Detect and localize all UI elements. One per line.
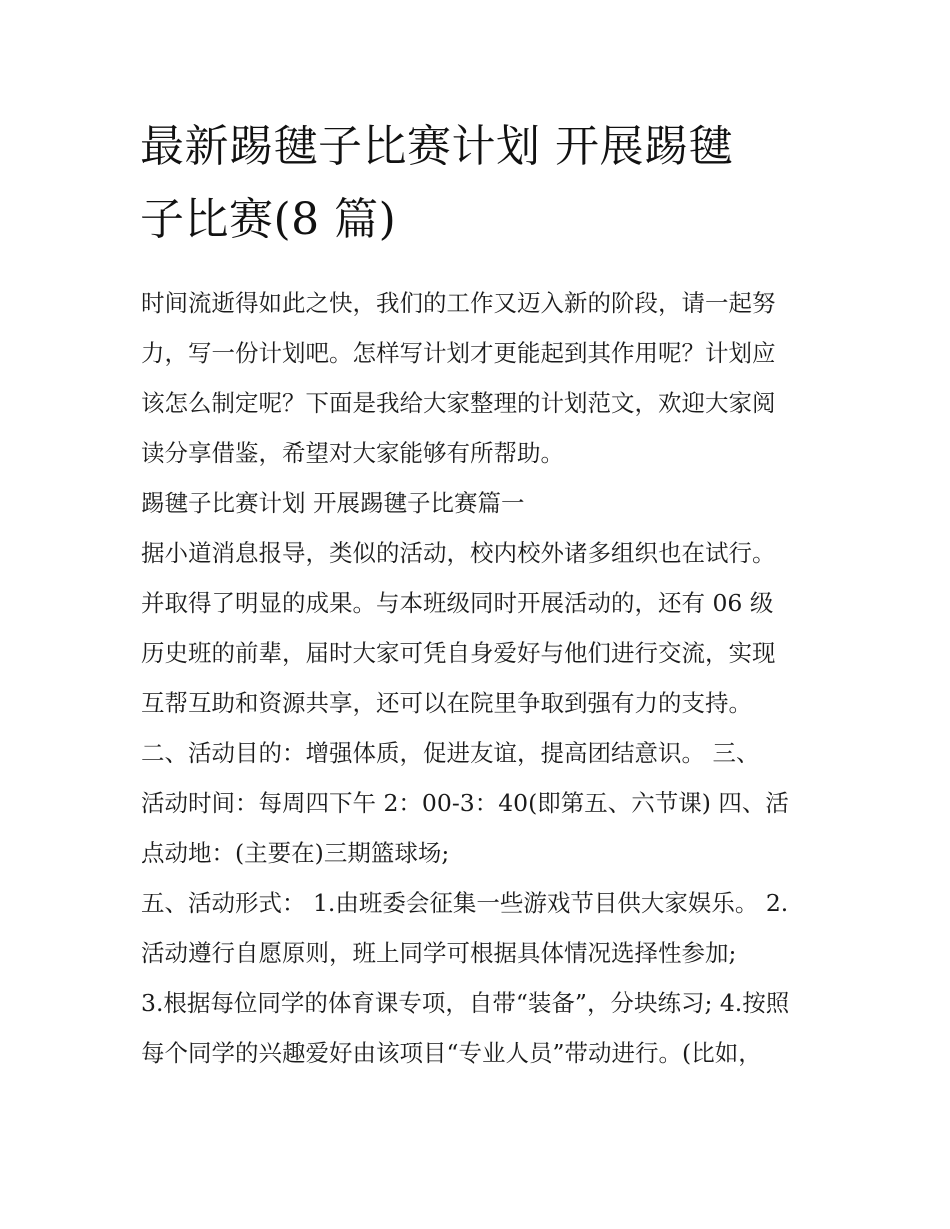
intro-line-4: 读分享借鉴，希望对大家能够有所帮助。 xyxy=(141,439,564,467)
body-line-9: 活动遵行自愿原则，班上同学可根据具体情况选择性参加; xyxy=(141,939,737,967)
body-line-11: 每个同学的兴趣爱好由该项目“专业人员”带动进行。(比如， xyxy=(141,1039,762,1067)
body-line-1: 据小道消息报导，类似的活动，校内校外诸多组织也在试行。 xyxy=(141,539,776,567)
intro-line-1: 时间流逝得如此之快，我们的工作又迈入新的阶段，请一起努 xyxy=(141,289,776,317)
body-line-3: 历史班的前辈，届时大家可凭自身爱好与他们进行交流，实现 xyxy=(141,639,776,667)
intro-line-2: 力，写一份计划吧。怎样写计划才更能起到其作用呢？计划应 xyxy=(141,339,776,367)
body-line-10: 3.根据每位同学的体育课专项，自带“装备”，分块练习; 4.按照 xyxy=(141,989,790,1017)
body-line-4: 互帮互助和资源共享，还可以在院里争取到强有力的支持。 xyxy=(141,689,752,717)
body-line-7: 点动地：(主要在)三期篮球场; xyxy=(141,839,450,867)
body-line-2: 并取得了明显的成果。与本班级同时开展活动的，还有 06 级 xyxy=(141,589,774,617)
title-line-2: 子比赛(8 篇) xyxy=(140,194,397,245)
body-line-8: 五、活动形式： 1.由班委会征集一些游戏节目供大家娱乐。 2. xyxy=(141,889,789,917)
intro-line-3: 该怎么制定呢？下面是我给大家整理的计划范文，欢迎大家阅 xyxy=(141,389,776,417)
section-heading: 踢毽子比赛计划 开展踢毽子比赛篇一 xyxy=(141,489,525,517)
body-line-6: 活动时间：每周四下午 2：00-3：40(即第五、六节课) 四、活 xyxy=(141,789,789,817)
title-line-1: 最新踢毽子比赛计划 开展踢毽 xyxy=(140,121,733,172)
document-title xyxy=(140,110,840,256)
body-line-5: 二、活动目的：增强体质，促进友谊，提高团结意识。 三、 xyxy=(141,739,760,767)
